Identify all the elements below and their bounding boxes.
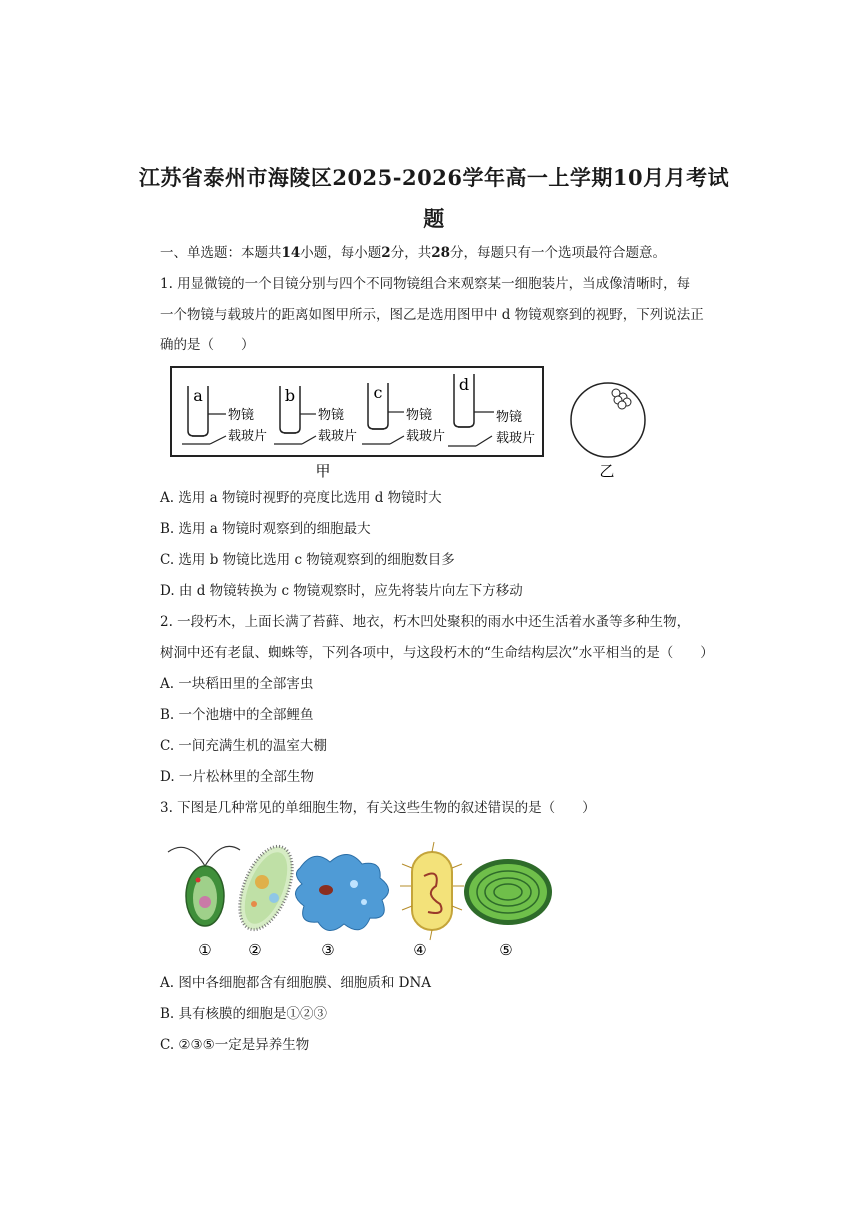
q1-microscope-figure [170,366,650,484]
q3-option-c: C. ②③⑤一定是异养生物 [160,1037,310,1053]
lens-letter-c: c [373,383,383,402]
objective-b [274,386,357,444]
lens-letter-a: a [193,386,203,405]
q2-option-c: C. 一间充满生机的温室大棚 [160,738,327,754]
q2-option-b: B. 一个池塘中的全部鲤鱼 [160,707,314,723]
q1-stem-line2: 一个物镜与载玻片的距离如图甲所示，图乙是选用图甲中 d 物镜观察到的视野，下列说法正 [160,307,704,323]
question-count: 14 [281,245,301,261]
q1-option-d: D. 由 d 物镜转换为 c 物镜观察时，应先将装片向左下方移动 [160,583,523,599]
q1-stem-line1: 1. 用显微镜的一个目镜分别与四个不同物镜组合来观察某一细胞装片，当成像清晰时，每 [160,276,691,292]
section-text-d: 分，每题只有一个选项最符合题意。 [450,245,666,261]
q3-stem: 3. 下图是几种常见的单细胞生物，有关这些生物的叙述错误的是（ ） [160,800,596,816]
figure-label-jia: 甲 [315,462,331,480]
q1-option-c: C. 选用 b 物镜比选用 c 物镜观察到的细胞数目多 [160,552,455,568]
organism-4-bacterium [400,842,464,940]
objective-label-b: 物镜 [318,408,345,423]
slide-label-c: 载玻片 [406,429,446,444]
organism-3-amoeba [295,854,388,930]
organism-2-paramecium [229,839,303,937]
q2-stem-line2: 树洞中还有老鼠、蜘蛛等，下列各项中，与这段朽木的“生命结构层次”水平相当的是（ ） [160,645,714,661]
section-text-a: 一、单选题：本题共 [160,245,282,261]
objective-c [362,383,445,444]
lens-letter-d: d [458,375,470,394]
slide-label-d: 载玻片 [496,431,536,446]
organism-5-cyanobacterium [464,859,552,925]
section-text-b: 小题，每小题 [300,245,382,261]
q3-option-b: B. 具有核膜的细胞是①②③ [160,1006,328,1022]
organism-label-1: ① [198,941,212,959]
objective-label-d: 物镜 [496,410,523,425]
organism-label-5: ⑤ [499,941,513,959]
organism-label-4: ④ [413,941,427,959]
q1-option-a: A. 选用 a 物镜时视野的亮度比选用 d 物镜时大 [160,490,442,506]
q2-option-d: D. 一片松林里的全部生物 [160,769,314,785]
objective-label-c: 物镜 [406,408,433,423]
q3-single-cell-organisms-figure [158,838,558,960]
score-total: 28 [431,245,450,261]
objective-label-a: 物镜 [228,408,255,423]
score-each: 2 [381,245,391,261]
section-text-c: 分，共 [390,245,432,261]
q2-option-a: A. 一块稻田里的全部害虫 [160,676,314,692]
section-heading [160,243,666,263]
figure-label-yi: 乙 [599,462,615,480]
lens-letter-b: b [284,386,296,405]
page-title-continued: 题 [423,206,445,231]
q2-stem-line1: 2. 一段朽木，上面长满了苔藓、地衣，朽木凹处聚积的雨水中还生活着水蚤等多种生物， [160,614,691,630]
field-of-view-yi [571,383,645,457]
organism-label-3: ③ [321,941,335,959]
q3-option-a: A. 图中各细胞都含有细胞膜、细胞质和 DNA [160,975,432,991]
q1-stem-line3: 确的是（ ） [160,337,255,353]
slide-label-b: 载玻片 [318,429,358,444]
q1-option-b: B. 选用 a 物镜时观察到的细胞最大 [160,521,371,537]
page-title: 江苏省泰州市海陵区2025-2026学年高一上学期10月月考试 [138,165,730,190]
organism-label-2: ② [248,941,262,959]
objective-a [182,386,267,444]
slide-label-a: 载玻片 [228,429,268,444]
objective-d [448,374,535,446]
organism-1-chlamydomonas [168,846,240,926]
